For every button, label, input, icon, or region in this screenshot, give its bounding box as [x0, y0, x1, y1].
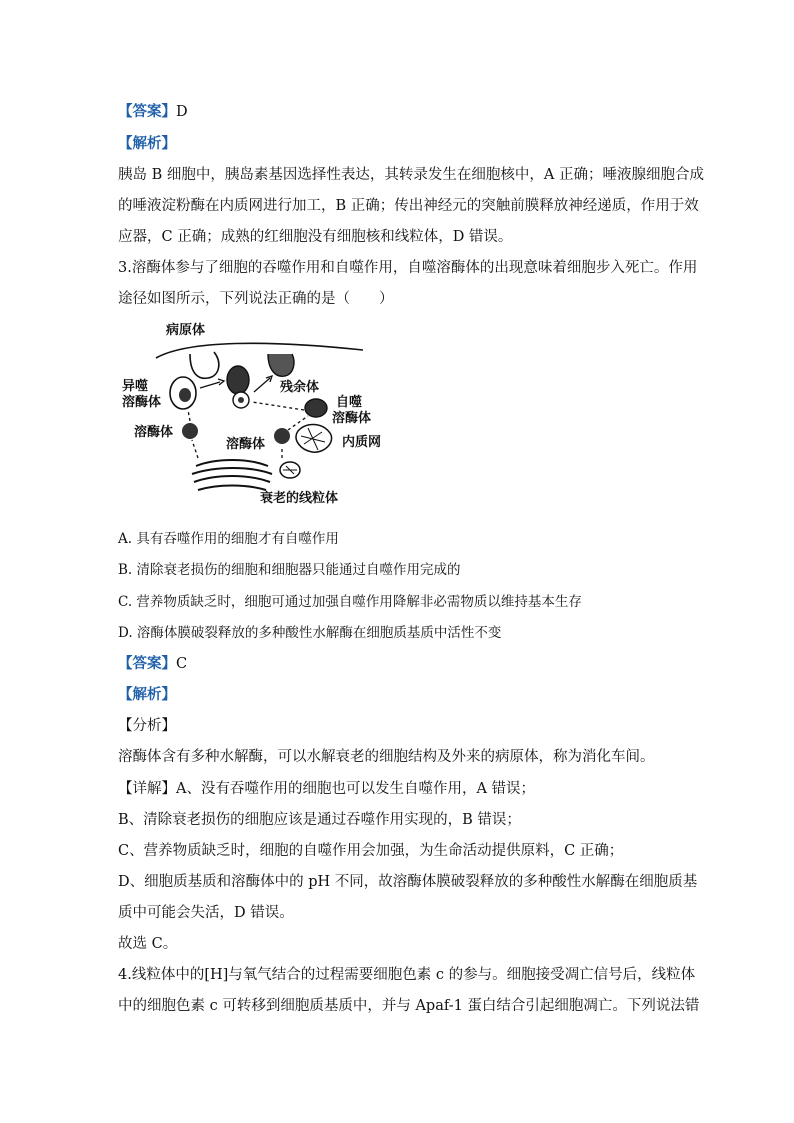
lysosome-left-shape: [182, 423, 198, 439]
label-aging-mito: 衰老的线粒体: [260, 491, 339, 506]
label-er: 内质网: [342, 435, 382, 450]
fenxi-tag: 【分析】: [118, 718, 176, 734]
answer-tag: 【答案】: [118, 655, 176, 672]
label-lysosome-right: 溶酶体: [226, 437, 266, 452]
q3-stem-line: 3.溶酶体参与了细胞的吞噬作用和自噬作用，自噬溶酶体的出现意味着细胞步入死亡。作用: [118, 260, 698, 276]
label-hetero-1: 异噬: [122, 379, 149, 394]
q3-detail-line: B、清除衰老损伤的细胞应该是通过吞噬作用实现的，B 错误；: [118, 812, 521, 828]
detail-text: A、没有吞噬作用的细胞也可以发生自噬作用，A 错误；: [176, 781, 536, 797]
label-auto-2: 溶酶体: [332, 411, 372, 426]
q3-fenxi-tag-line: [118, 716, 176, 736]
q3-conclusion: 故选 C。: [118, 936, 178, 952]
q2-analysis-tag: [118, 134, 176, 154]
q3-answer-line: [118, 654, 187, 674]
label-hetero-2: 溶酶体: [122, 395, 162, 410]
cell-membrane: [156, 343, 363, 358]
answer-tag: 【答案】: [118, 103, 176, 120]
option-c: C. 营养物质缺乏时，细胞可通过加强自噬作用降解非必需物质以维持基本生存: [118, 594, 582, 610]
lysosome-right-shape: [274, 428, 290, 444]
lysosome-pathway-figure: [118, 318, 418, 513]
pathogen-shape: [190, 352, 219, 378]
q2-analysis-line: 应器，C 正确；成熟的红细胞没有细胞核和线粒体，D 错误。: [118, 229, 513, 245]
option-a: A. 具有吞噬作用的细胞才有自噬作用: [118, 531, 339, 547]
q2-analysis-line: 胰岛 B 细胞中，胰岛素基因选择性表达，其转录发生在细胞核中，A 正确；唾液腺细胞合成: [118, 167, 704, 183]
q3-detail-line-a: [118, 779, 535, 799]
label-pathogen: 病原体: [166, 323, 206, 338]
golgi-shape: [196, 460, 268, 466]
er-shape: [296, 424, 332, 452]
option-d: D. 溶酶体膜破裂释放的多种酸性水解酶在细胞质基质中活性不变: [118, 625, 502, 641]
option-b: B. 清除衰老损伤的细胞和细胞器只能通过自噬作用完成的: [118, 562, 461, 578]
digestive-vesicle-shape: [227, 366, 249, 394]
q2-answer-line: [118, 102, 188, 122]
q3-detail-line: C、营养物质缺乏时，细胞的自噬作用会加强，为生命活动提供原料，C 正确；: [118, 843, 624, 859]
q3-fenxi-text: 溶酶体含有多种水解酶，可以水解衰老的细胞结构及外来的病原体，称为消化车间。: [118, 749, 655, 765]
analysis-tag: 【解析】: [118, 135, 176, 152]
label-lysosome-left: 溶酶体: [134, 425, 174, 440]
q3-detail-line: D、细胞质基质和溶酶体中的 pH 不同，故溶酶体膜破裂释放的多种酸性水解酶在细胞质基: [118, 874, 698, 890]
q3-stem-line: 途径如图所示，下列说法正确的是（ ）: [118, 291, 394, 307]
q4-stem-line: 4.线粒体中的[H]与氧气结合的过程需要细胞色素 c 的参与。细胞接受凋亡信号后，线粒体: [118, 967, 696, 983]
autophagic-lysosome-shape: [305, 399, 327, 417]
label-residual-body: 残余体: [280, 380, 320, 395]
exocytosis-shape: [268, 354, 294, 376]
answer-value: D: [176, 104, 188, 120]
q4-stem-line: 中的细胞色素 c 可转移到细胞质基质中，并与 Apaf-1 蛋白结合引起细胞凋亡。下列说法错: [118, 998, 700, 1014]
answer-value: C: [176, 656, 188, 672]
analysis-tag: 【解析】: [118, 686, 176, 703]
q2-analysis-line: 的唾液淀粉酶在内质网进行加工，B 正确；传出神经元的突触前膜释放神经递质，作用于效: [118, 198, 699, 214]
label-auto-1: 自噬: [336, 395, 363, 410]
q3-analysis-tag-line: [118, 685, 176, 705]
detail-tag: 【详解】: [118, 781, 176, 797]
q3-detail-line: 质中可能会失活，D 错误。: [118, 905, 294, 921]
